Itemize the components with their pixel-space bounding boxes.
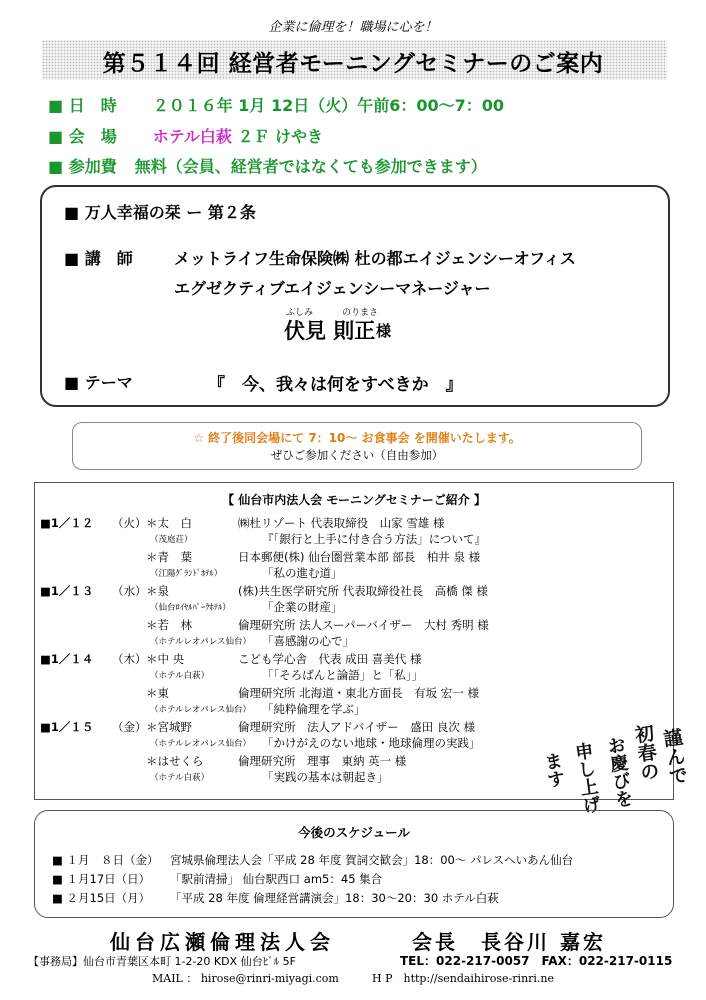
theme-value: 『 今、我々は何をすべきか 』 — [208, 375, 463, 395]
schedule-heading: 今後のスケジュール — [298, 825, 410, 840]
topic: 「「そろばんと論語」と「私」」 — [262, 668, 423, 682]
topic: 「企業の財産」 — [262, 600, 343, 614]
greeting-col: 初春の — [630, 722, 661, 783]
venue-row — [48, 124, 323, 147]
schedule-date: ■ １月 ８日（金） — [52, 853, 159, 867]
org-name: 仙台広瀬倫理法人会 — [110, 930, 335, 954]
area-name: ＊中 央 — [146, 652, 185, 666]
speaker: 倫理研究所 北海道・東北方面長 有坂 宏一 様 — [238, 686, 479, 700]
schedule-item — [52, 890, 499, 906]
topic: 「私の進む道」 — [262, 566, 343, 580]
speaker: ㈱杜リゾート 代表取締役 山家 雪雄 様 — [238, 516, 445, 530]
datetime-label: ■ 日 時 — [48, 96, 117, 115]
speaker: (株)共生医学研究所 代表取締役社長 高橋 傑 様 — [238, 584, 488, 598]
dinner-notice: ☆ 終了後同会場にて 7：10～ お食事会 を開催いたします。 — [193, 431, 521, 445]
venue-name: （ホテルレオパレス仙台） — [150, 705, 251, 715]
area-name: ＊太 白 — [146, 516, 192, 530]
venue-label: ■ 会 場 — [48, 127, 117, 146]
slogan: 企業に倫理を！職場に心を！ — [268, 20, 438, 35]
schedule-item — [52, 852, 573, 868]
day-weekday: （金） — [112, 720, 147, 734]
theme-series: ■ 万人幸福の栞 ー 第２条 — [64, 203, 256, 222]
venue-name: （仙台ﾛｲﾔﾙﾊﾟｰｸﾎﾃﾙ） — [150, 603, 231, 613]
intro-heading: 【 仙台市内法人会 モーニングセミナーご紹介 】 — [222, 493, 486, 507]
datetime-row — [48, 93, 504, 116]
day-weekday: （水） — [112, 584, 147, 598]
fee-label: ■ 参加費 — [48, 157, 117, 176]
topic: 「喜感謝の心で」 — [262, 634, 354, 648]
venue-name: （ホテルレオパレス仙台） — [150, 637, 251, 647]
ruby-given: のりまさ — [342, 308, 379, 318]
speaker: 倫理研究所 理事 東納 英一 様 — [238, 754, 407, 768]
venue-name: （ホテル白萩） — [150, 671, 210, 681]
greeting-col: 申し上げ — [571, 740, 602, 816]
day-weekday: （木） — [112, 652, 147, 666]
chairman: 会長 長谷川 嘉宏 — [412, 930, 606, 954]
venue-room: ２Ｆ けやき — [237, 127, 324, 146]
fee-row — [48, 154, 487, 177]
tel-fax: TEL：022-217-0057 FAX：022-217-0115 — [400, 954, 673, 968]
area-name: ＊泉 — [146, 584, 169, 598]
datetime-value: ２０１６年 1月 12日（火）午前6：00～7：00 — [152, 96, 505, 115]
day-weekday: （火） — [112, 516, 147, 530]
speaker: 倫理研究所 法人アドバイザー 盛田 良次 様 — [238, 720, 476, 734]
day-date: ■1／１２ — [40, 516, 94, 530]
dinner-invite: ぜひご参加ください（自由参加） — [270, 448, 444, 462]
area-name: ＊はせくら — [146, 754, 204, 768]
area-name: ＊若 林 — [146, 618, 192, 632]
topic: 「純粋倫理を学ぶ」 — [262, 702, 366, 716]
schedule-text: 「駅前清掃」 仙台駅西口 am5：45 集合 — [170, 872, 383, 886]
day-date: ■1／１４ — [40, 652, 94, 666]
lecturer-title: エグゼクティブエイジェンシーマネージャー — [174, 279, 491, 298]
area-name: ＊東 — [146, 686, 169, 700]
day-date: ■1／１５ — [40, 720, 94, 734]
schedule-date: ■ ２月15日（月） — [52, 891, 151, 905]
speaker: こども学心舎 代表 成田 喜美代 様 — [238, 652, 422, 666]
schedule-text: 宮城県倫理法人会「平成 28 年度 賀詞交歓会」18：00～ パレスへいあん仙台 — [170, 853, 574, 867]
homepage-link[interactable]: H P http://sendaihirose-rinri.ne — [372, 972, 555, 985]
schedule-text: 「平成 28 年度 倫理経営講演会」18：30～20：30 ホテル白萩 — [170, 891, 499, 905]
venue-name: （茂庭荘） — [150, 535, 193, 545]
schedule-date: ■ １月17日（日） — [52, 872, 151, 886]
ruby-surname: ふしみ — [286, 308, 314, 318]
office-address: 【事務局】仙台市青葉区本町 1-2-20 KDX 仙台ﾋﾞﾙ 5F — [28, 955, 296, 968]
speaker: 日本郵便(株) 仙台圏営業本部 部長 柏井 泉 様 — [238, 550, 481, 564]
honorific: 様 — [376, 322, 392, 340]
topic: 『「銀行と上手に付き合う方法」について』 — [262, 532, 487, 546]
venue-name: （ホテルレオパレス仙台） — [150, 739, 251, 749]
lecturer-company: メットライフ生命保険㈱ 杜の都エイジェンシーオフィス — [174, 249, 576, 268]
topic: 「かけがえのない地球・地球倫理の実践」 — [262, 736, 481, 750]
fee-value: 無料（会員、経営者ではなくても参加できます） — [134, 157, 487, 176]
area-name: ＊青 葉 — [146, 550, 192, 564]
area-name: ＊宮城野 — [146, 720, 192, 734]
greeting-col: 謹んで — [659, 726, 690, 787]
day-date: ■1／１３ — [40, 584, 94, 598]
email-link[interactable]: MAIL ： hirose@rinri-miyagi.com — [152, 972, 339, 985]
venue-name: （江陽ｸﾞﾗﾝﾄﾞﾎﾃﾙ） — [150, 569, 223, 579]
greeting-col: お慶びを — [603, 734, 635, 810]
topic: 「実践の基本は朝起き」 — [262, 770, 389, 784]
page-title: 第５１４回 経営者モーニングセミナーのご案内 — [102, 51, 604, 77]
greeting-col: ます — [540, 750, 567, 790]
schedule-item — [52, 871, 382, 887]
speaker: 倫理研究所 法人スーパーバイザー 大村 秀明 様 — [238, 618, 489, 632]
venue-name: （ホテル白萩） — [150, 773, 210, 783]
venue-name: ホテル白萩 — [152, 127, 232, 146]
lecturer-name: 伏見 則正 — [284, 319, 376, 343]
lecturer-label: ■ 講 師 — [64, 249, 133, 268]
theme-label: ■ テーマ — [64, 373, 133, 392]
